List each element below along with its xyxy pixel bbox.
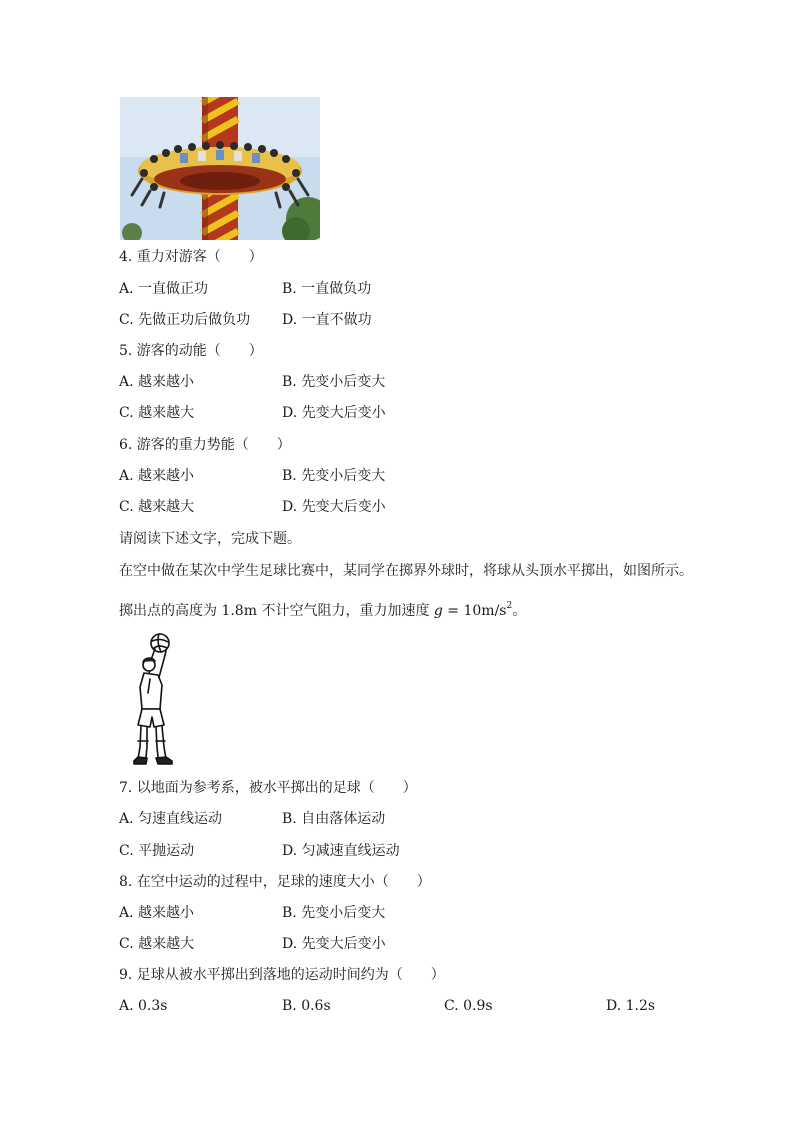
question-5-stem: 5. 游客的动能（ ）	[119, 343, 263, 359]
q8-option-b: B. 先变小后变大	[282, 905, 386, 921]
q9-option-a: A. 0.3s	[119, 998, 168, 1014]
gravity-exponent: 2	[506, 601, 513, 611]
passage-intro: 请阅读下述文字，完成下题。	[119, 531, 301, 547]
q8-option-d: D. 先变大后变小	[282, 936, 386, 952]
question-8-stem: 8. 在空中运动的过程中，足球的速度大小（ ）	[119, 874, 431, 890]
q7-option-b: B. 自由落体运动	[282, 811, 386, 827]
q7-option-a: A. 匀速直线运动	[119, 811, 223, 827]
q5-option-a: A. 越来越小	[119, 374, 195, 390]
gravity-symbol: g	[433, 603, 443, 619]
q4-option-d: D. 一直不做功	[282, 312, 372, 328]
question-7-stem: 7. 以地面为参考系，被水平掷出的足球（ ）	[119, 780, 417, 796]
q7-option-c: C. 平抛运动	[119, 843, 195, 859]
q6-option-b: B. 先变小后变大	[282, 468, 386, 484]
q4-option-c: C. 先做正功后做负功	[119, 312, 251, 328]
q5-option-d: D. 先变大后变小	[282, 405, 386, 421]
q8-option-a: A. 越来越小	[119, 905, 195, 921]
q5-option-c: C. 越来越大	[119, 405, 195, 421]
passage-line-2-suffix: 。	[512, 603, 527, 619]
throw-in-player-figure	[128, 629, 180, 769]
q8-option-c: C. 越来越大	[119, 936, 195, 952]
question-4-stem: 4. 重力对游客（ ）	[119, 249, 263, 265]
q6-option-c: C. 越来越大	[119, 499, 195, 515]
drop-tower-ride-photo	[120, 97, 320, 240]
question-9-stem: 9. 足球从被水平掷出到落地的运动时间约为（ ）	[119, 967, 445, 983]
q4-option-a: A. 一直做正功	[119, 281, 209, 297]
gravity-value: = 10m/s	[442, 603, 507, 619]
passage-line-2	[119, 597, 526, 620]
q9-option-c: C. 0.9s	[444, 998, 493, 1014]
question-6-stem: 6. 游客的重力势能（ ）	[119, 437, 291, 453]
q9-option-d: D. 1.2s	[606, 998, 656, 1014]
q5-option-b: B. 先变小后变大	[282, 374, 386, 390]
q6-option-d: D. 先变大后变小	[282, 499, 386, 515]
q7-option-d: D. 匀减速直线运动	[282, 843, 400, 859]
passage-line-1: 在空中做在某次中学生足球比赛中，某同学在掷界外球时，将球从头顶水平掷出，如图所示。	[119, 563, 693, 579]
q9-option-b: B. 0.6s	[282, 998, 331, 1014]
passage-line-2-prefix: 掷出点的高度为 1.8m 不计空气阻力，重力加速度	[119, 603, 434, 619]
q4-option-b: B. 一直做负功	[282, 281, 372, 297]
q6-option-a: A. 越来越小	[119, 468, 195, 484]
